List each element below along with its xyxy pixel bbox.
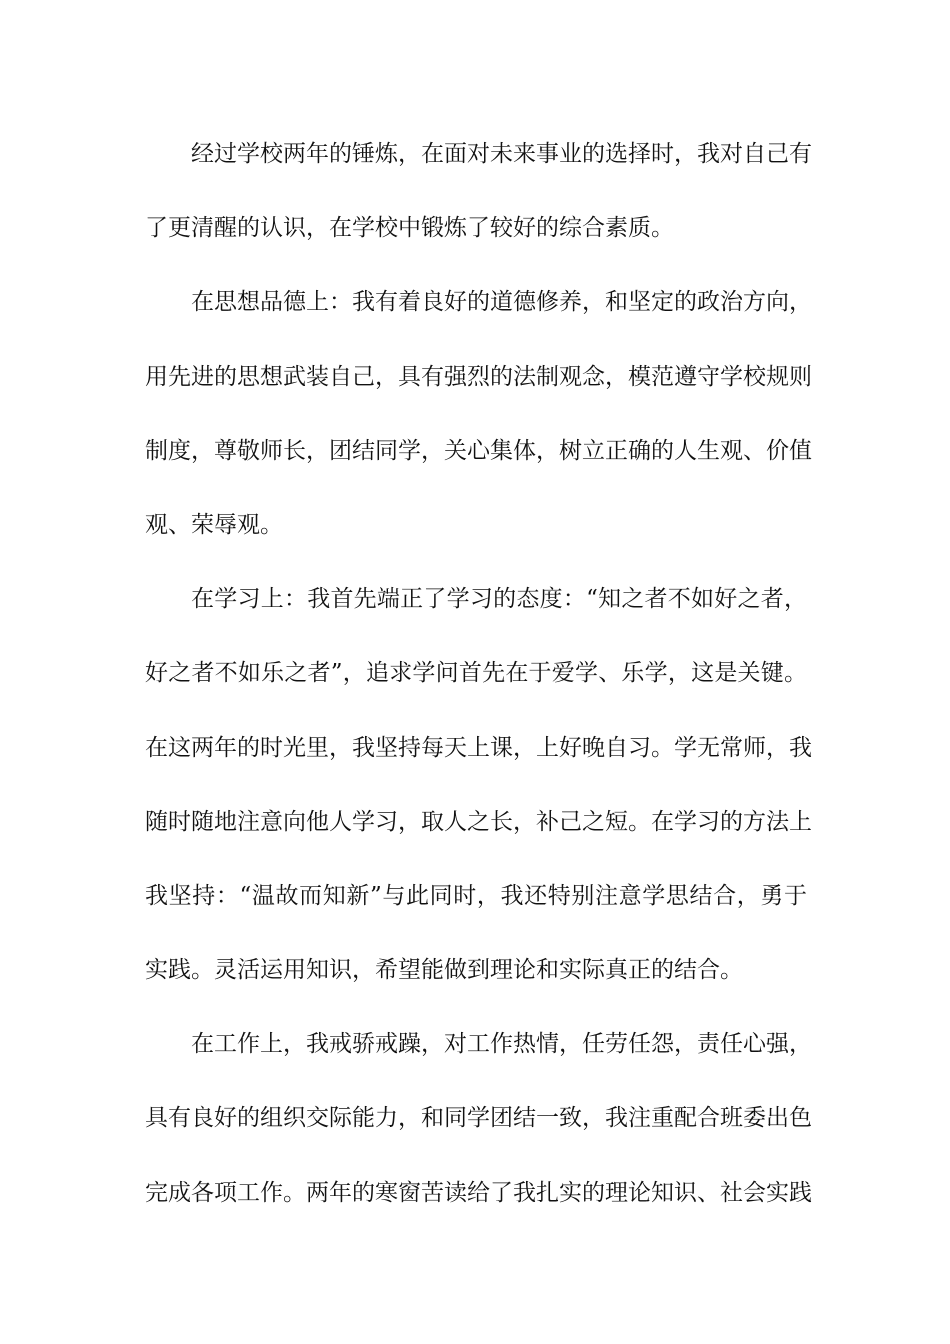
paragraph-4-line-2: 具有良好的组织交际能力，和同学团结一致，我注重配合班委出色 xyxy=(145,1105,812,1132)
paragraph-3-line-3: 在这两年的时光里，我坚持每天上课，上好晚自习。学无常师，我 xyxy=(145,734,812,761)
document-body xyxy=(145,134,812,1247)
paragraph-1-line-2: 了更清醒的认识，在学校中锻炼了较好的综合素质。 xyxy=(145,215,674,242)
paragraph-3-line-2: 好之者不如乐之者”，追求学问首先在于爱学、乐学，这是关键。 xyxy=(145,660,807,687)
paragraph-3-line-6: 实践。灵活运用知识，希望能做到理论和实际真正的结合。 xyxy=(145,957,743,984)
paragraph-1-line-1: 经过学校两年的锤炼，在面对未来事业的选择时，我对自己有 xyxy=(191,141,812,167)
paragraph-2-line-4: 观、荣辱观。 xyxy=(145,511,283,538)
paragraph-3-line-1: 在学习上：我首先端正了学习的态度：“知之者不如好之者， xyxy=(191,586,807,613)
paragraph-2-line-2: 用先进的思想武装自己，具有强烈的法制观念，模范遵守学校规则 xyxy=(145,363,812,390)
paragraph-3-line-4: 随时随地注意向他人学习，取人之长，补己之短。在学习的方法上 xyxy=(145,808,812,835)
paragraph-4-line-3: 完成各项工作。两年的寒窗苦读给了我扎实的理论知识、社会实践 xyxy=(145,1179,812,1206)
paragraph-2-line-3: 制度，尊敬师长，团结同学，关心集体，树立正确的人生观、价值 xyxy=(145,437,812,464)
paragraph-3-line-5: 我坚持：“温故而知新”与此同时，我还特别注意学思结合，勇于 xyxy=(145,882,807,909)
paragraph-2-line-1: 在思想品德上：我有着良好的道德修养，和坚定的政治方向， xyxy=(191,289,812,316)
paragraph-4-line-1: 在工作上，我戒骄戒躁，对工作热情，任劳任怨，责任心强， xyxy=(191,1031,812,1058)
